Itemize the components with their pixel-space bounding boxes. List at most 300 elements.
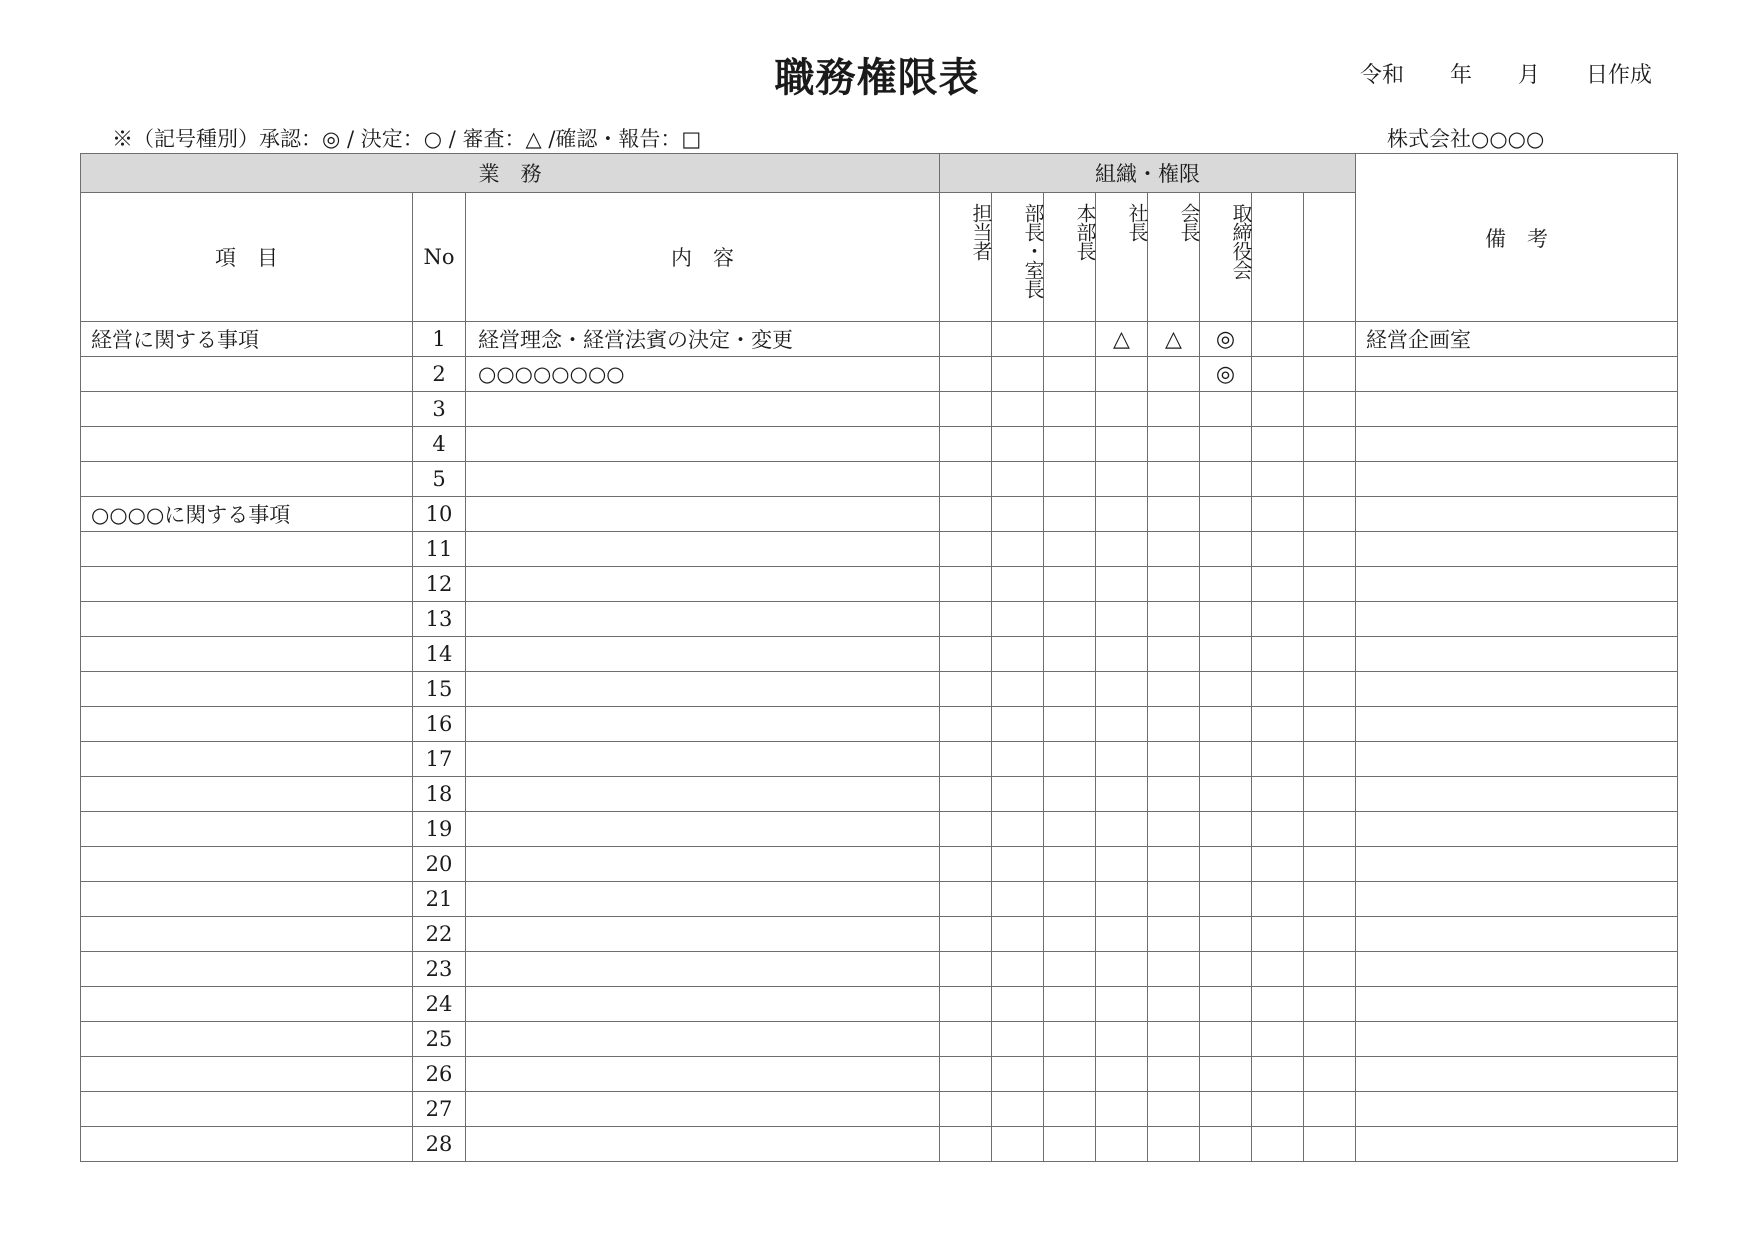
authority-mark-cell[interactable]	[940, 357, 992, 392]
item-cell[interactable]	[81, 357, 413, 392]
authority-mark-cell[interactable]	[1200, 882, 1252, 917]
authority-mark-cell[interactable]	[992, 672, 1044, 707]
authority-mark-cell[interactable]	[1044, 882, 1096, 917]
no-cell: 22	[413, 917, 466, 952]
remark-cell[interactable]	[1356, 1092, 1678, 1127]
content-cell[interactable]	[466, 742, 940, 777]
authority-mark-cell[interactable]	[1252, 672, 1304, 707]
remark-cell[interactable]	[1356, 637, 1678, 672]
authority-mark-cell[interactable]	[1200, 707, 1252, 742]
authority-mark-cell[interactable]	[1252, 987, 1304, 1022]
authority-mark-cell[interactable]	[1044, 637, 1096, 672]
authority-mark-cell[interactable]	[992, 567, 1044, 602]
authority-mark-cell[interactable]	[1304, 567, 1356, 602]
table-row	[81, 742, 1678, 777]
authority-mark-cell[interactable]	[940, 637, 992, 672]
authority-mark-cell[interactable]	[1044, 532, 1096, 567]
authority-mark-cell[interactable]	[1044, 462, 1096, 497]
authority-mark-cell[interactable]	[1304, 322, 1356, 357]
remark-cell[interactable]	[1356, 1057, 1678, 1092]
authority-mark-cell[interactable]	[992, 987, 1044, 1022]
authority-mark-cell[interactable]	[1252, 637, 1304, 672]
authority-mark-cell[interactable]	[1044, 427, 1096, 462]
item-cell[interactable]	[81, 1022, 413, 1057]
authority-mark-cell[interactable]	[1200, 392, 1252, 427]
authority-mark-cell[interactable]	[1304, 672, 1356, 707]
table-row	[81, 1127, 1678, 1162]
authority-mark-cell[interactable]	[1304, 742, 1356, 777]
authority-mark-cell[interactable]	[1148, 1022, 1200, 1057]
authority-mark-cell[interactable]	[1304, 812, 1356, 847]
authority-mark-cell[interactable]	[1200, 1057, 1252, 1092]
authority-mark-cell[interactable]	[1304, 602, 1356, 637]
item-cell[interactable]	[81, 707, 413, 742]
authority-mark-cell[interactable]	[1096, 637, 1148, 672]
authority-mark-cell[interactable]	[940, 462, 992, 497]
authority-mark-cell[interactable]	[1200, 427, 1252, 462]
authority-mark-cell[interactable]	[1096, 952, 1148, 987]
date-year: 年	[1450, 63, 1473, 88]
authority-mark-cell[interactable]	[1096, 987, 1148, 1022]
authority-mark-cell[interactable]	[1252, 812, 1304, 847]
authority-mark-cell[interactable]	[1200, 1092, 1252, 1127]
authority-mark-cell[interactable]	[1096, 462, 1148, 497]
item-cell[interactable]: ○○○○に関する事項	[81, 497, 413, 532]
authority-mark-cell[interactable]	[940, 1022, 992, 1057]
group-org-header: 組織・権限	[940, 154, 1356, 193]
authority-mark-cell[interactable]	[992, 637, 1044, 672]
content-cell[interactable]	[466, 497, 940, 532]
authority-mark-cell[interactable]	[1252, 532, 1304, 567]
authority-mark-cell[interactable]	[1252, 1022, 1304, 1057]
authority-mark-cell[interactable]	[1148, 1092, 1200, 1127]
item-cell[interactable]: 経営に関する事項	[81, 322, 413, 357]
authority-mark-cell[interactable]	[1252, 777, 1304, 812]
authority-mark-cell[interactable]	[1148, 427, 1200, 462]
authority-mark-cell[interactable]	[1096, 427, 1148, 462]
authority-mark-cell[interactable]	[1096, 847, 1148, 882]
authority-mark-cell[interactable]	[1200, 777, 1252, 812]
authority-mark-cell[interactable]	[1200, 847, 1252, 882]
authority-mark-cell[interactable]	[1304, 427, 1356, 462]
authority-mark-cell[interactable]	[1252, 392, 1304, 427]
authority-mark-cell[interactable]	[1304, 1092, 1356, 1127]
authority-mark-cell[interactable]	[940, 532, 992, 567]
item-cell[interactable]	[81, 1057, 413, 1092]
authority-mark-cell[interactable]	[1096, 1127, 1148, 1162]
authority-mark-cell[interactable]	[1304, 1022, 1356, 1057]
authority-mark-cell[interactable]	[1044, 392, 1096, 427]
authority-mark-cell[interactable]	[1200, 1127, 1252, 1162]
content-cell[interactable]	[466, 987, 940, 1022]
authority-mark-cell[interactable]	[940, 672, 992, 707]
authority-mark-cell[interactable]	[1304, 1057, 1356, 1092]
authority-mark-cell[interactable]	[1044, 1057, 1096, 1092]
authority-mark-cell[interactable]	[1148, 392, 1200, 427]
authority-mark-cell[interactable]	[1200, 987, 1252, 1022]
content-cell[interactable]	[466, 812, 940, 847]
authority-mark-cell[interactable]	[940, 952, 992, 987]
item-cell[interactable]	[81, 392, 413, 427]
authority-mark-cell[interactable]	[1096, 777, 1148, 812]
content-cell[interactable]	[466, 567, 940, 602]
authority-mark-cell[interactable]	[992, 532, 1044, 567]
authority-mark-cell[interactable]	[1252, 1127, 1304, 1162]
remark-cell[interactable]	[1356, 392, 1678, 427]
authority-mark-cell[interactable]	[1252, 462, 1304, 497]
content-cell[interactable]	[466, 707, 940, 742]
content-cell[interactable]	[466, 1092, 940, 1127]
authority-mark-cell[interactable]	[1148, 847, 1200, 882]
item-cell[interactable]	[81, 987, 413, 1022]
authority-mark-cell[interactable]	[1044, 497, 1096, 532]
authority-mark-cell[interactable]	[1148, 532, 1200, 567]
authority-mark-cell[interactable]	[1044, 357, 1096, 392]
authority-mark-cell[interactable]	[1252, 882, 1304, 917]
item-cell[interactable]	[81, 462, 413, 497]
no-cell: 28	[413, 1127, 466, 1162]
role-header	[1304, 193, 1356, 322]
authority-mark-cell[interactable]	[940, 777, 992, 812]
authority-mark-cell[interactable]: ◎	[1200, 357, 1252, 392]
authority-mark-cell[interactable]	[1252, 1057, 1304, 1092]
item-cell[interactable]	[81, 427, 413, 462]
remark-cell[interactable]	[1356, 917, 1678, 952]
authority-mark-cell[interactable]	[1096, 812, 1148, 847]
item-cell[interactable]	[81, 952, 413, 987]
content-cell[interactable]	[466, 777, 940, 812]
authority-mark-cell[interactable]	[940, 847, 992, 882]
authority-mark-cell[interactable]	[1304, 707, 1356, 742]
authority-mark-cell[interactable]	[1044, 602, 1096, 637]
authority-mark-cell[interactable]	[1200, 917, 1252, 952]
content-cell[interactable]	[466, 637, 940, 672]
authority-mark-cell[interactable]	[1096, 1057, 1148, 1092]
content-cell[interactable]	[466, 1022, 940, 1057]
authority-mark-cell[interactable]	[1200, 952, 1252, 987]
authority-mark-cell[interactable]	[940, 1057, 992, 1092]
remark-cell[interactable]	[1356, 882, 1678, 917]
authority-mark-cell[interactable]	[1304, 532, 1356, 567]
no-cell: 1	[413, 322, 466, 357]
authority-mark-cell[interactable]	[1252, 742, 1304, 777]
authority-mark-cell[interactable]	[1044, 1092, 1096, 1127]
authority-mark-cell[interactable]	[940, 882, 992, 917]
role-label: 担当者	[969, 203, 994, 260]
authority-mark-cell[interactable]	[992, 882, 1044, 917]
authority-mark-cell[interactable]	[992, 392, 1044, 427]
content-cell[interactable]	[466, 672, 940, 707]
table-row	[81, 917, 1678, 952]
authority-mark-cell[interactable]	[992, 322, 1044, 357]
authority-mark-cell[interactable]	[1148, 637, 1200, 672]
authority-mark-cell[interactable]	[1096, 917, 1148, 952]
authority-mark-cell[interactable]	[1252, 707, 1304, 742]
authority-mark-cell[interactable]	[992, 1057, 1044, 1092]
authority-mark-cell[interactable]	[1148, 777, 1200, 812]
item-cell[interactable]	[81, 777, 413, 812]
authority-mark-cell[interactable]	[1044, 672, 1096, 707]
authority-mark-cell[interactable]	[1044, 322, 1096, 357]
table-row	[81, 777, 1678, 812]
table-row	[81, 532, 1678, 567]
authority-mark-cell[interactable]	[1304, 952, 1356, 987]
remark-cell[interactable]	[1356, 777, 1678, 812]
authority-mark-cell[interactable]	[1096, 1022, 1148, 1057]
remark-cell[interactable]	[1356, 357, 1678, 392]
authority-mark-cell[interactable]	[992, 812, 1044, 847]
authority-mark-cell[interactable]	[1148, 357, 1200, 392]
authority-mark-cell[interactable]: △	[1096, 322, 1148, 357]
authority-mark-cell[interactable]	[1148, 812, 1200, 847]
item-cell[interactable]	[81, 672, 413, 707]
authority-mark-cell[interactable]	[1148, 952, 1200, 987]
role-header	[1148, 193, 1200, 322]
remark-cell[interactable]	[1356, 1127, 1678, 1162]
content-cell[interactable]: 経営理念・経営法賓の決定・変更	[466, 322, 940, 357]
authority-mark-cell[interactable]	[1044, 917, 1096, 952]
no-cell: 21	[413, 882, 466, 917]
item-cell[interactable]	[81, 742, 413, 777]
content-cell[interactable]	[466, 917, 940, 952]
authority-mark-cell[interactable]	[1044, 847, 1096, 882]
authority-mark-cell[interactable]	[1200, 602, 1252, 637]
authority-mark-cell[interactable]: ◎	[1200, 322, 1252, 357]
item-header: 項 目	[81, 193, 413, 322]
authority-mark-cell[interactable]	[940, 812, 992, 847]
authority-mark-cell[interactable]	[992, 917, 1044, 952]
authority-mark-cell[interactable]	[992, 1022, 1044, 1057]
authority-mark-cell[interactable]	[1148, 1057, 1200, 1092]
authority-mark-cell[interactable]	[1148, 602, 1200, 637]
authority-mark-cell[interactable]	[1304, 637, 1356, 672]
item-cell[interactable]	[81, 602, 413, 637]
table-body	[81, 322, 1678, 1162]
authority-mark-cell[interactable]	[1304, 1127, 1356, 1162]
authority-mark-cell[interactable]	[1148, 1127, 1200, 1162]
authority-mark-cell[interactable]	[1096, 742, 1148, 777]
authority-mark-cell[interactable]	[1252, 497, 1304, 532]
remark-cell[interactable]	[1356, 987, 1678, 1022]
company-name: 株式会社○○○○	[1387, 127, 1545, 151]
content-header: 内 容	[466, 193, 940, 322]
authority-mark-cell[interactable]	[1252, 602, 1304, 637]
authority-mark-cell[interactable]	[1044, 812, 1096, 847]
authority-mark-cell[interactable]	[1148, 882, 1200, 917]
authority-mark-cell[interactable]	[1304, 777, 1356, 812]
authority-mark-cell[interactable]	[992, 357, 1044, 392]
no-cell: 20	[413, 847, 466, 882]
item-cell[interactable]	[81, 847, 413, 882]
authority-mark-cell[interactable]	[1148, 987, 1200, 1022]
item-cell[interactable]	[81, 917, 413, 952]
content-cell[interactable]	[466, 847, 940, 882]
remark-cell[interactable]	[1356, 672, 1678, 707]
content-cell[interactable]	[466, 952, 940, 987]
authority-mark-cell[interactable]	[992, 707, 1044, 742]
group-business-header: 業 務	[81, 154, 940, 193]
authority-mark-cell[interactable]	[1200, 497, 1252, 532]
authority-mark-cell[interactable]	[992, 952, 1044, 987]
content-cell[interactable]	[466, 602, 940, 637]
authority-mark-cell[interactable]	[1252, 567, 1304, 602]
item-cell[interactable]	[81, 812, 413, 847]
authority-mark-cell[interactable]	[1096, 1092, 1148, 1127]
authority-mark-cell[interactable]	[940, 1092, 992, 1127]
authority-mark-cell[interactable]	[1148, 742, 1200, 777]
no-cell: 5	[413, 462, 466, 497]
authority-mark-cell[interactable]	[1200, 742, 1252, 777]
authority-mark-cell[interactable]	[940, 742, 992, 777]
authority-mark-cell[interactable]	[940, 917, 992, 952]
remark-cell[interactable]	[1356, 567, 1678, 602]
authority-mark-cell[interactable]	[992, 602, 1044, 637]
authority-mark-cell[interactable]	[1252, 952, 1304, 987]
authority-mark-cell[interactable]	[1096, 602, 1148, 637]
remark-cell[interactable]	[1356, 1022, 1678, 1057]
content-cell[interactable]	[466, 1127, 940, 1162]
authority-mark-cell[interactable]	[1148, 497, 1200, 532]
remark-cell[interactable]	[1356, 742, 1678, 777]
authority-mark-cell[interactable]	[940, 987, 992, 1022]
authority-mark-cell[interactable]	[992, 777, 1044, 812]
authority-mark-cell[interactable]	[992, 1092, 1044, 1127]
authority-mark-cell[interactable]	[940, 707, 992, 742]
item-cell[interactable]	[81, 532, 413, 567]
authority-mark-cell[interactable]	[992, 742, 1044, 777]
authority-mark-cell[interactable]	[940, 602, 992, 637]
table-row	[81, 427, 1678, 462]
remark-cell[interactable]	[1356, 427, 1678, 462]
role-header	[1200, 193, 1252, 322]
content-cell[interactable]	[466, 882, 940, 917]
content-cell[interactable]	[466, 392, 940, 427]
authority-mark-cell[interactable]: △	[1148, 322, 1200, 357]
authority-table	[80, 153, 1678, 1162]
authority-mark-cell[interactable]	[992, 1127, 1044, 1162]
authority-mark-cell[interactable]	[1044, 742, 1096, 777]
authority-mark-cell[interactable]	[1044, 1022, 1096, 1057]
authority-mark-cell[interactable]	[1096, 672, 1148, 707]
table-row	[81, 497, 1678, 532]
authority-mark-cell[interactable]	[992, 462, 1044, 497]
authority-mark-cell[interactable]	[1096, 882, 1148, 917]
authority-mark-cell[interactable]	[940, 392, 992, 427]
authority-mark-cell[interactable]	[1044, 987, 1096, 1022]
authority-mark-cell[interactable]	[1304, 392, 1356, 427]
authority-mark-cell[interactable]	[1096, 532, 1148, 567]
authority-mark-cell[interactable]	[1252, 322, 1304, 357]
no-cell: 17	[413, 742, 466, 777]
remark-cell[interactable]	[1356, 707, 1678, 742]
authority-mark-cell[interactable]	[1304, 847, 1356, 882]
authority-mark-cell[interactable]	[1096, 392, 1148, 427]
authority-mark-cell[interactable]	[1304, 917, 1356, 952]
remark-cell[interactable]	[1356, 462, 1678, 497]
authority-mark-cell[interactable]	[1200, 812, 1252, 847]
item-cell[interactable]	[81, 1092, 413, 1127]
authority-mark-cell[interactable]	[1304, 882, 1356, 917]
authority-mark-cell[interactable]	[1096, 357, 1148, 392]
symbol-legend: ※（記号種別）承認：◎ / 決定：○ / 審査：△ /確認・報告：□	[112, 127, 702, 151]
authority-mark-cell[interactable]	[1148, 567, 1200, 602]
authority-mark-cell[interactable]	[1148, 462, 1200, 497]
authority-mark-cell[interactable]	[992, 847, 1044, 882]
authority-mark-cell[interactable]	[1200, 462, 1252, 497]
item-cell[interactable]	[81, 567, 413, 602]
table-row	[81, 847, 1678, 882]
authority-mark-cell[interactable]	[1200, 567, 1252, 602]
content-cell[interactable]	[466, 1057, 940, 1092]
content-cell[interactable]	[466, 532, 940, 567]
authority-mark-cell[interactable]	[1148, 917, 1200, 952]
content-cell[interactable]: ○○○○○○○○	[466, 357, 940, 392]
table-row	[81, 672, 1678, 707]
authority-mark-cell[interactable]	[1252, 1092, 1304, 1127]
authority-mark-cell[interactable]	[1304, 497, 1356, 532]
authority-mark-cell[interactable]	[1252, 427, 1304, 462]
authority-mark-cell[interactable]	[1304, 462, 1356, 497]
table-row	[81, 1057, 1678, 1092]
authority-mark-cell[interactable]	[1304, 357, 1356, 392]
role-label: 社長	[1125, 203, 1150, 241]
item-cell[interactable]	[81, 1127, 413, 1162]
remarks-header: 備 考	[1356, 154, 1678, 322]
remark-cell[interactable]	[1356, 602, 1678, 637]
authority-mark-cell[interactable]	[1148, 707, 1200, 742]
authority-mark-cell[interactable]	[940, 1127, 992, 1162]
content-cell[interactable]	[466, 427, 940, 462]
authority-mark-cell[interactable]	[1096, 707, 1148, 742]
authority-mark-cell[interactable]	[1200, 637, 1252, 672]
authority-mark-cell[interactable]	[940, 497, 992, 532]
table-row	[81, 707, 1678, 742]
authority-mark-cell[interactable]	[1252, 357, 1304, 392]
authority-mark-cell[interactable]	[1252, 917, 1304, 952]
authority-mark-cell[interactable]	[1044, 1127, 1096, 1162]
authority-mark-cell[interactable]	[1044, 567, 1096, 602]
authority-mark-cell[interactable]	[1096, 497, 1148, 532]
authority-mark-cell[interactable]	[1148, 672, 1200, 707]
item-cell[interactable]	[81, 637, 413, 672]
remark-cell[interactable]	[1356, 847, 1678, 882]
authority-mark-cell[interactable]	[1044, 777, 1096, 812]
authority-mark-cell[interactable]	[992, 497, 1044, 532]
authority-mark-cell[interactable]	[1044, 952, 1096, 987]
authority-mark-cell[interactable]	[1200, 532, 1252, 567]
remark-cell[interactable]: 経営企画室	[1356, 322, 1678, 357]
no-cell: 2	[413, 357, 466, 392]
authority-mark-cell[interactable]	[1304, 987, 1356, 1022]
authority-mark-cell[interactable]	[940, 322, 992, 357]
authority-mark-cell[interactable]	[992, 427, 1044, 462]
authority-mark-cell[interactable]	[1096, 567, 1148, 602]
role-header	[992, 193, 1044, 322]
authority-mark-cell[interactable]	[1200, 1022, 1252, 1057]
remark-cell[interactable]	[1356, 497, 1678, 532]
item-cell[interactable]	[81, 882, 413, 917]
remark-cell[interactable]	[1356, 532, 1678, 567]
authority-mark-cell[interactable]	[940, 567, 992, 602]
content-cell[interactable]	[466, 462, 940, 497]
table-row	[81, 987, 1678, 1022]
authority-mark-cell[interactable]	[1252, 847, 1304, 882]
authority-mark-cell[interactable]	[1044, 707, 1096, 742]
authority-mark-cell[interactable]	[1200, 672, 1252, 707]
remark-cell[interactable]	[1356, 952, 1678, 987]
remark-cell[interactable]	[1356, 812, 1678, 847]
authority-mark-cell[interactable]	[940, 427, 992, 462]
